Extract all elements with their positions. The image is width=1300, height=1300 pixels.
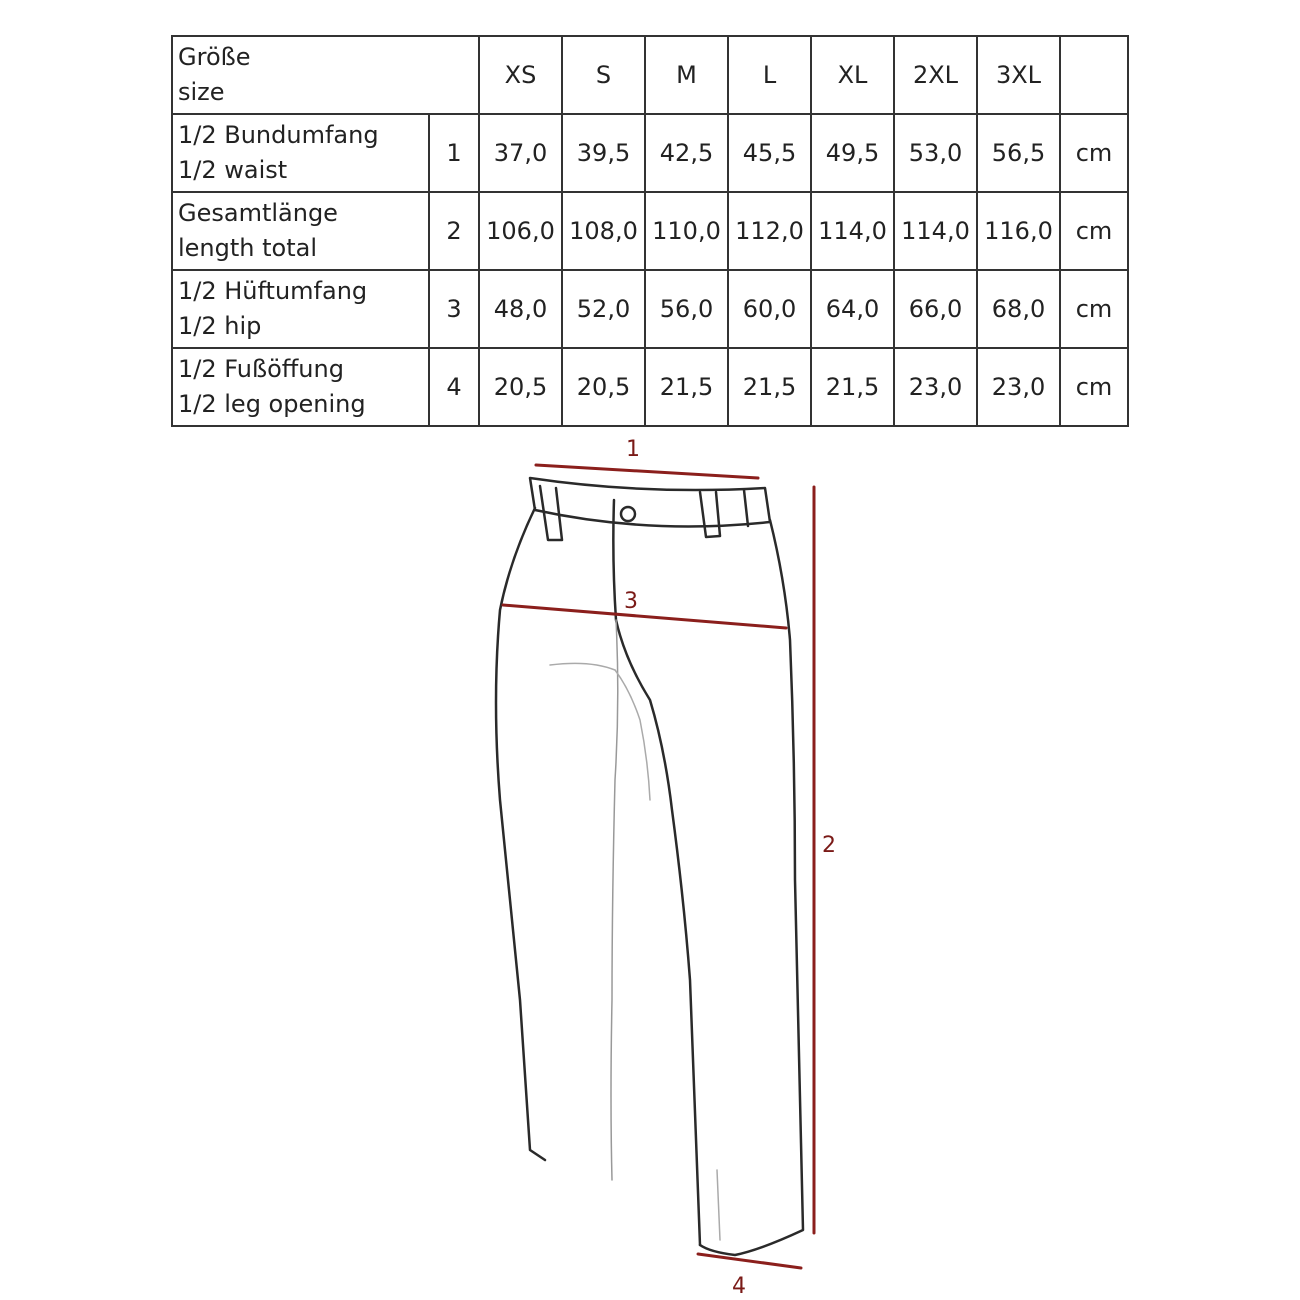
- callout-length: 2: [822, 833, 836, 858]
- measure-line-waist: [536, 465, 758, 478]
- value-cell: 23,0: [894, 348, 977, 426]
- value-cell: 110,0: [645, 192, 728, 270]
- unit-cell: cm: [1060, 114, 1128, 192]
- size-xs: XS: [479, 36, 562, 114]
- right-leg-hem: [717, 1170, 720, 1240]
- value-cell: 116,0: [977, 192, 1060, 270]
- measure-label-en: 1/2 waist: [178, 156, 288, 184]
- size-3xl: 3XL: [977, 36, 1060, 114]
- measure-number: 1: [429, 114, 479, 192]
- value-cell: 112,0: [728, 192, 811, 270]
- size-xl: XL: [811, 36, 894, 114]
- measure-lines: [503, 465, 814, 1268]
- value-cell: 39,5: [562, 114, 645, 192]
- callout-hip: 3: [624, 589, 638, 614]
- value-cell: 60,0: [728, 270, 811, 348]
- value-cell: 49,5: [811, 114, 894, 192]
- size-2xl: 2XL: [894, 36, 977, 114]
- value-cell: 114,0: [894, 192, 977, 270]
- callout-waist: 1: [626, 437, 640, 462]
- pocket-left: [550, 663, 615, 670]
- value-cell: 66,0: [894, 270, 977, 348]
- measure-line-hip: [503, 605, 786, 628]
- measure-label-de: 1/2 Bundumfang: [178, 121, 379, 149]
- size-label-de: Größe: [178, 43, 251, 71]
- value-cell: 21,5: [728, 348, 811, 426]
- unit-cell: cm: [1060, 270, 1128, 348]
- measure-label-en: 1/2 leg opening: [178, 390, 366, 418]
- value-cell: 45,5: [728, 114, 811, 192]
- measure-line-leg-opening: [698, 1254, 801, 1268]
- value-cell: 37,0: [479, 114, 562, 192]
- size-l: L: [728, 36, 811, 114]
- size-m: M: [645, 36, 728, 114]
- value-cell: 68,0: [977, 270, 1060, 348]
- measure-number: 3: [429, 270, 479, 348]
- pants-outline: [496, 478, 803, 1255]
- value-cell: 108,0: [562, 192, 645, 270]
- value-cell: 64,0: [811, 270, 894, 348]
- value-cell: 21,5: [811, 348, 894, 426]
- value-cell: 56,5: [977, 114, 1060, 192]
- value-cell: 53,0: [894, 114, 977, 192]
- value-cell: 48,0: [479, 270, 562, 348]
- value-cell: 23,0: [977, 348, 1060, 426]
- measure-label-de: 1/2 Hüftumfang: [178, 277, 368, 305]
- measure-number: 4: [429, 348, 479, 426]
- value-cell: 52,0: [562, 270, 645, 348]
- measure-label-de: 1/2 Fußöffung: [178, 355, 344, 383]
- waistband: [530, 478, 770, 526]
- unit-cell: cm: [1060, 192, 1128, 270]
- value-cell: 42,5: [645, 114, 728, 192]
- value-cell: 114,0: [811, 192, 894, 270]
- value-cell: 56,0: [645, 270, 728, 348]
- value-cell: 106,0: [479, 192, 562, 270]
- unit-cell: cm: [1060, 348, 1128, 426]
- value-cell: 20,5: [479, 348, 562, 426]
- callout-leg-opening: 4: [732, 1274, 746, 1299]
- value-cell: 20,5: [562, 348, 645, 426]
- size-label-en: size: [178, 78, 225, 106]
- measure-label-en: 1/2 hip: [178, 312, 262, 340]
- measure-callouts: [624, 437, 836, 1299]
- measure-label-de: Gesamtlänge: [178, 199, 338, 227]
- inner-leg-left: [611, 620, 618, 1180]
- value-cell: 21,5: [645, 348, 728, 426]
- measure-label-en: length total: [178, 234, 318, 262]
- size-s: S: [562, 36, 645, 114]
- measure-number: 2: [429, 192, 479, 270]
- leg-right: [700, 520, 803, 1255]
